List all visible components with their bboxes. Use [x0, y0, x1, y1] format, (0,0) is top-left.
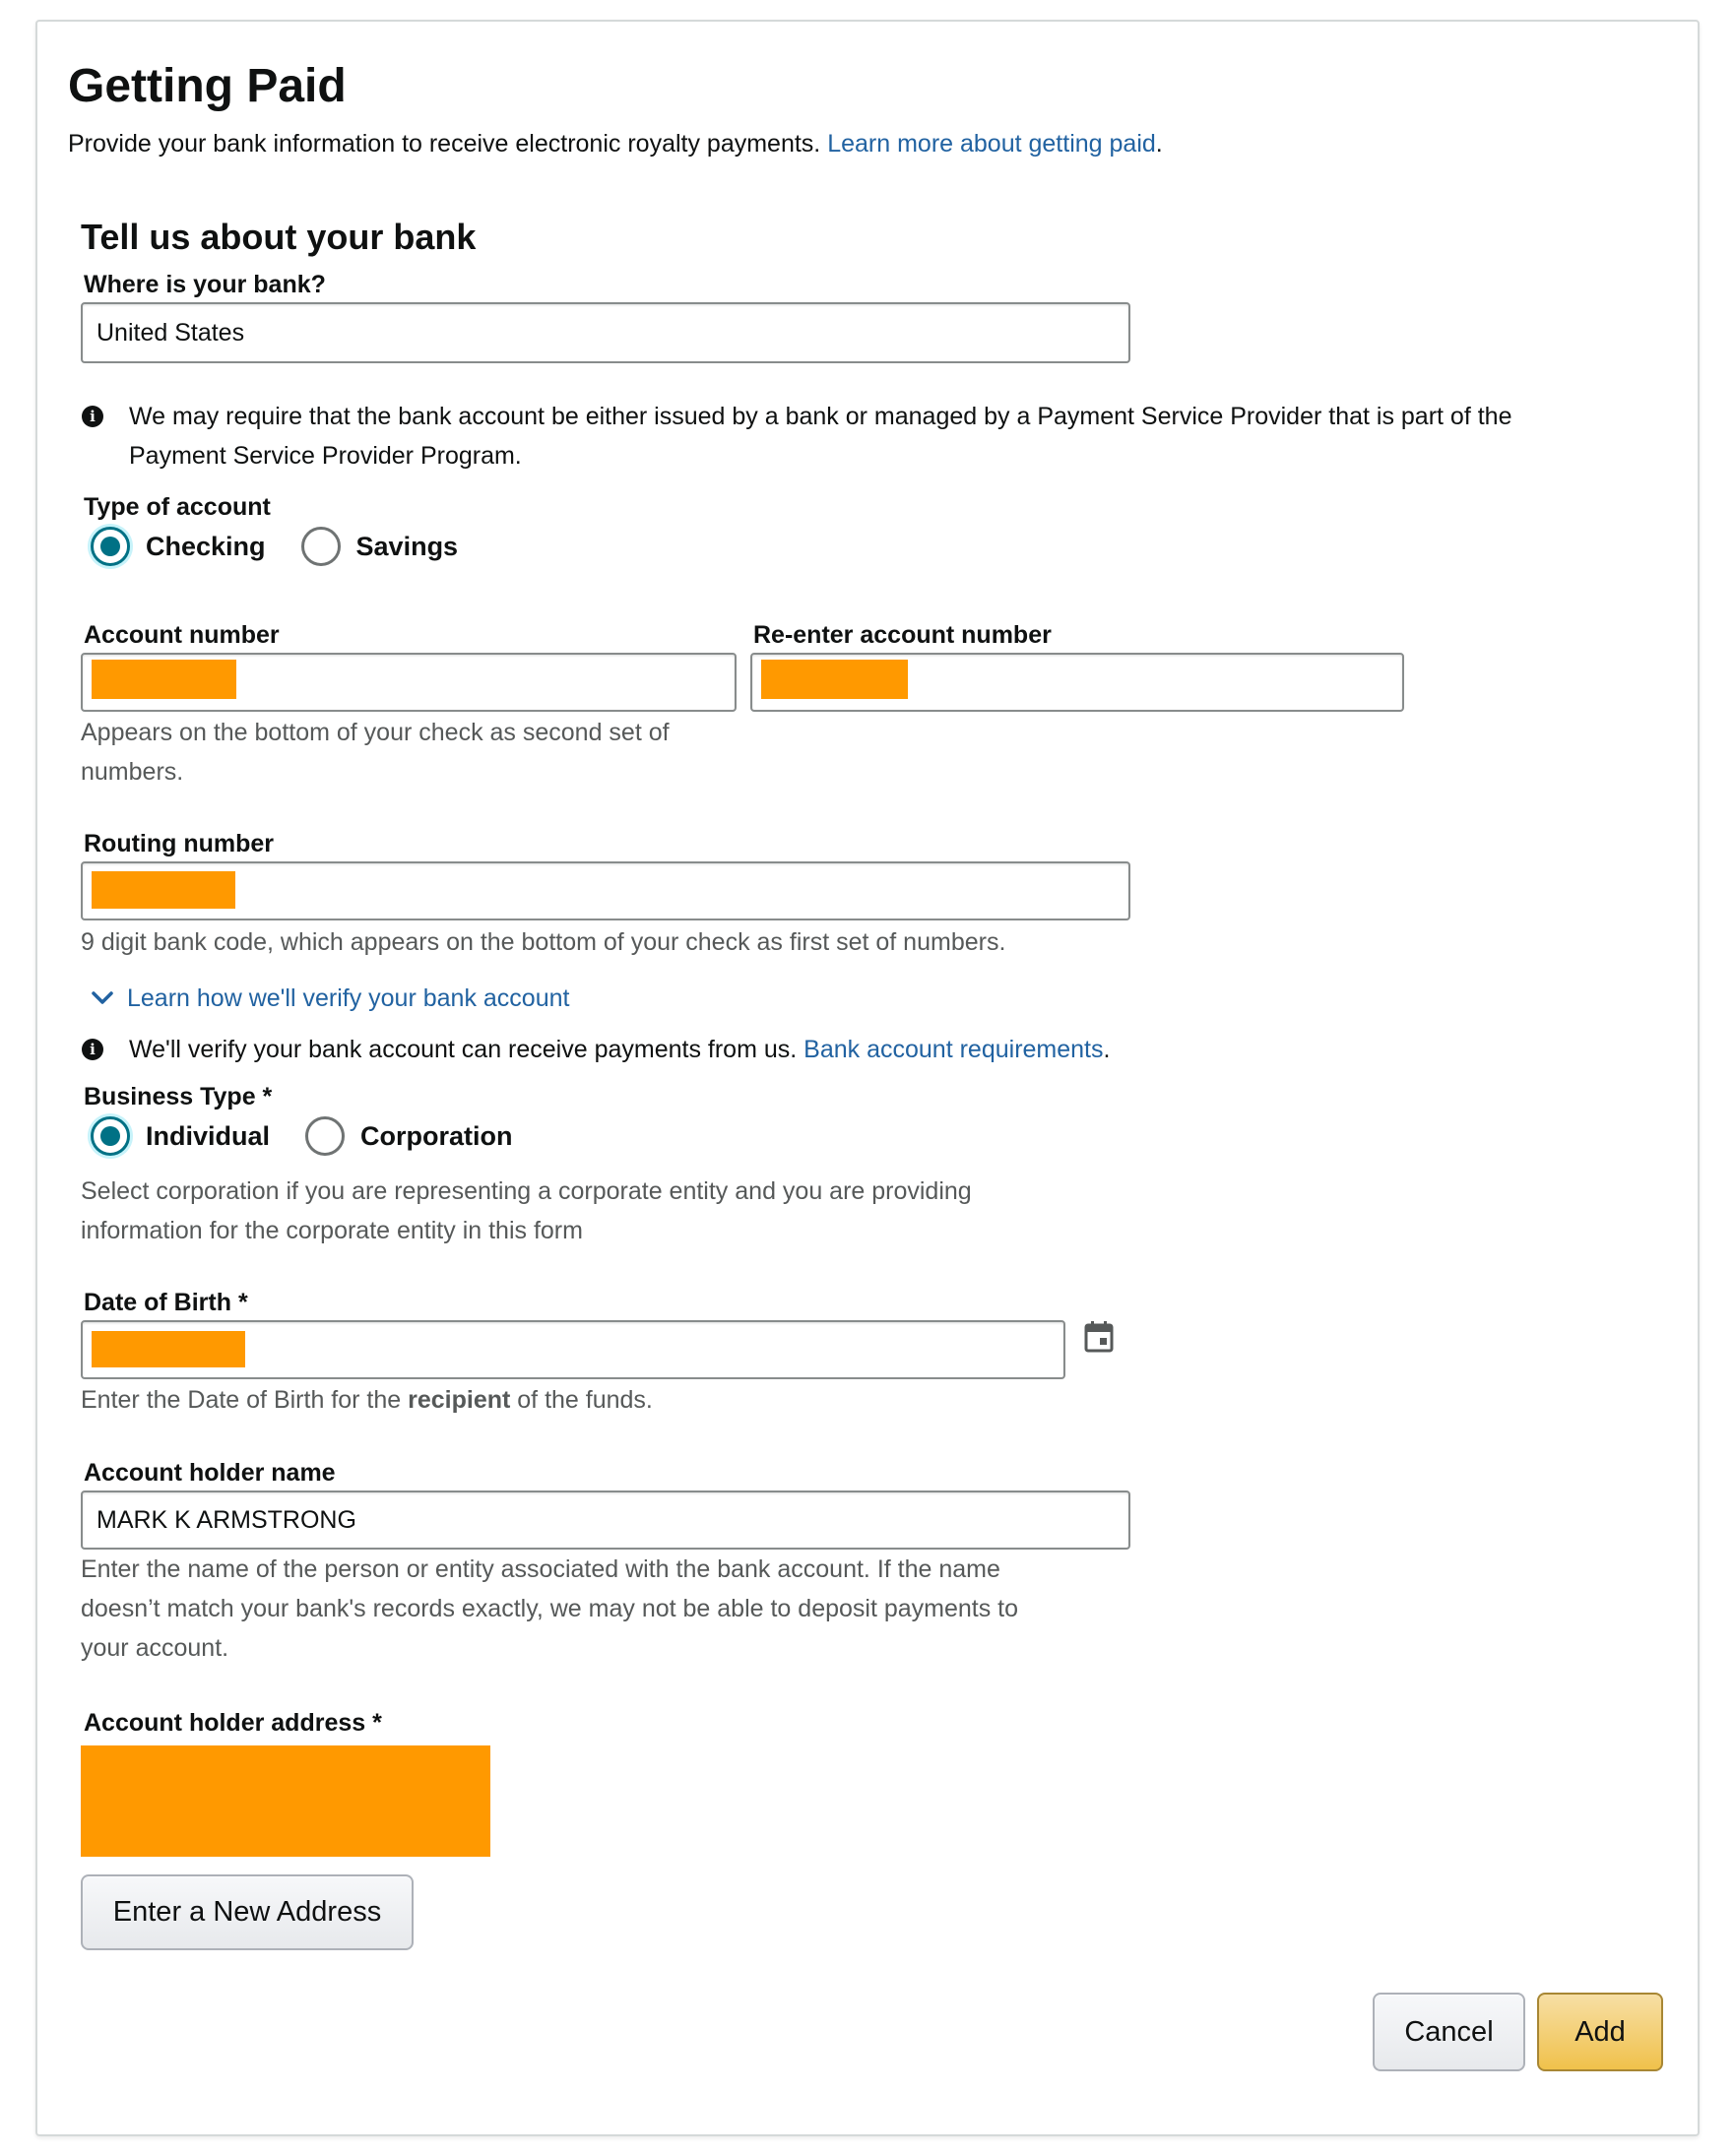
date-of-birth-label: Date of Birth *: [84, 1289, 248, 1316]
radio-savings[interactable]: [301, 527, 341, 566]
learn-more-link[interactable]: Learn more about getting paid: [827, 130, 1156, 158]
bank-notice-line1: We may require that the bank account be either issued by a bank or managed by a Payment Service Provider that is part of the: [129, 403, 1512, 430]
dob-hint-post: of the funds.: [517, 1386, 653, 1414]
radio-corporation[interactable]: [305, 1116, 345, 1156]
redacted-routing-number: [92, 871, 235, 909]
business-type-label: Business Type *: [84, 1083, 273, 1110]
routing-number-input[interactable]: [81, 861, 1130, 920]
date-of-birth-hint: [81, 1380, 653, 1420]
account-holder-name-input[interactable]: [81, 1490, 1130, 1550]
intro-period: .: [1155, 130, 1163, 158]
verify-info: [129, 1030, 1110, 1069]
cancel-button[interactable]: Cancel: [1373, 1993, 1525, 2071]
radio-individual-label[interactable]: Individual: [146, 1120, 271, 1151]
redacted-address: [81, 1745, 490, 1857]
business-type-hint-line2: information for the corporate entity in this form: [81, 1217, 583, 1244]
routing-number-hint: 9 digit bank code, which appears on the bottom of your check as first set of numbers.: [81, 928, 1006, 956]
verify-expander-link[interactable]: Learn how we'll verify your bank account: [127, 984, 570, 1012]
account-number-hint-line1: Appears on the bottom of your check as second set of: [81, 719, 670, 746]
account-type-radio-group: [91, 527, 493, 566]
account-holder-hint-line3: your account.: [81, 1634, 229, 1662]
account-holder-name-label: Account holder name: [84, 1459, 336, 1487]
dob-hint-bold: recipient: [408, 1386, 511, 1414]
business-type-hint-line1: Select corporation if you are representing a corporate entity and you are providing: [81, 1177, 972, 1205]
business-type-hint: [81, 1172, 972, 1250]
bank-country-value: United States: [96, 318, 245, 347]
redacted-reenter-account-number: [761, 660, 908, 699]
radio-corporation-label[interactable]: Corporation: [360, 1120, 513, 1151]
routing-number-label: Routing number: [84, 830, 275, 857]
account-holder-address-label: Account holder address *: [84, 1709, 382, 1737]
section-heading-bank: Tell us about your bank: [81, 217, 477, 257]
bank-requirements-link[interactable]: Bank account requirements: [803, 1036, 1104, 1063]
account-number-label: Account number: [84, 621, 280, 649]
reenter-account-number-label: Re-enter account number: [753, 621, 1052, 649]
account-holder-hint-line1: Enter the name of the person or entity associated with the bank account. If the name: [81, 1555, 1000, 1583]
account-number-hint: [81, 713, 670, 792]
radio-checking-label[interactable]: Checking: [146, 531, 266, 561]
account-number-hint-line2: numbers.: [81, 758, 184, 786]
intro-description: Provide your bank information to receive electronic royalty payments.: [68, 130, 821, 158]
radio-individual[interactable]: [91, 1116, 130, 1156]
chevron-down-icon[interactable]: [91, 989, 114, 1007]
verify-info-period: .: [1103, 1036, 1111, 1063]
bank-country-select[interactable]: [81, 302, 1130, 363]
bank-notice: [129, 397, 1665, 476]
account-type-label: Type of account: [84, 493, 271, 521]
where-bank-label: Where is your bank?: [84, 271, 326, 298]
radio-checking[interactable]: [91, 527, 130, 566]
bank-notice-line2: Payment Service Provider Program.: [129, 442, 522, 470]
redacted-date-of-birth: [92, 1331, 245, 1367]
info-icon: i: [82, 406, 103, 427]
account-holder-hint-line2: doesn’t match your bank's records exactly, we may not be able to deposit payments to: [81, 1595, 1019, 1622]
calendar-icon[interactable]: [1083, 1320, 1115, 1354]
redacted-account-number: [92, 660, 236, 699]
info-icon: i: [82, 1039, 103, 1060]
page-title: Getting Paid: [68, 60, 347, 112]
intro-text: [68, 126, 1163, 161]
add-button[interactable]: Add: [1537, 1993, 1663, 2071]
radio-savings-label[interactable]: Savings: [355, 531, 459, 561]
verify-info-text: We'll verify your bank account can receive payments from us.: [129, 1036, 798, 1063]
account-holder-name-hint: [81, 1550, 1018, 1668]
enter-new-address-button[interactable]: Enter a New Address: [81, 1874, 414, 1950]
account-holder-name-value: MARK K ARMSTRONG: [96, 1505, 356, 1534]
business-type-radio-group: [91, 1116, 548, 1156]
dob-hint-pre: Enter the Date of Birth for the: [81, 1386, 402, 1414]
